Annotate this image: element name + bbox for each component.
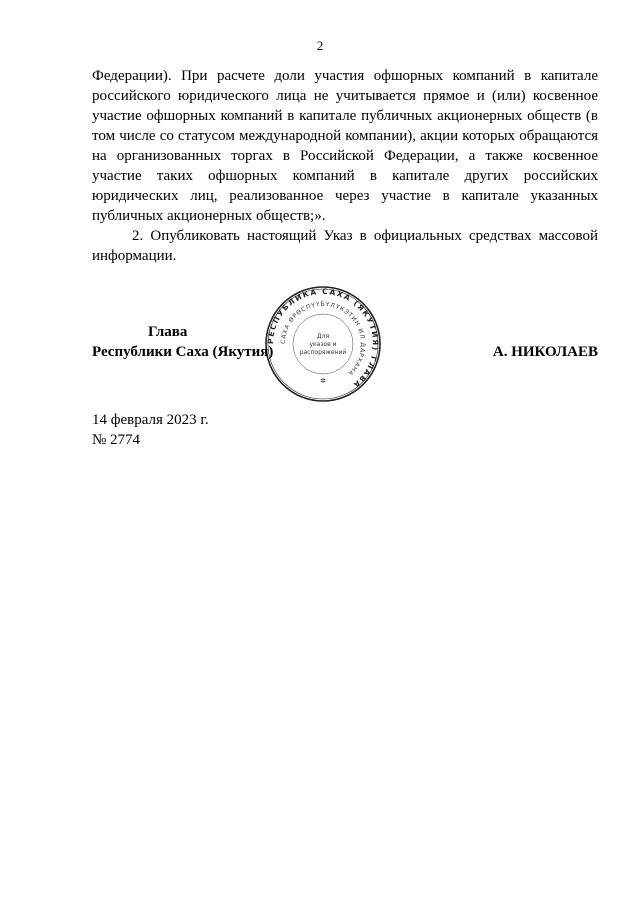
signatory-title-line-1: Глава bbox=[148, 324, 188, 340]
body-paragraph-1: Федерации). При расчете доли участия офшорных компаний в капитале российского юридического лица не учитывается прямое и (или) косвенное участие офшорных компаний в капитале публичных акционерных обществ (в том числе со статусом международной компании), акции которых обращаются на организованных торгах в Российской Федерации, а также косвенное участие таких офшорных компаний в капитале других российских юридических лиц, реализованное через участие в капитале указанных публичных акционерных обществ;». bbox=[92, 68, 598, 224]
seal-center-line-3: распоряжений bbox=[299, 349, 347, 356]
signatory-title bbox=[92, 322, 273, 362]
body-paragraph-2: 2. Опубликовать настоящий Указ в официальных средствах массовой информации. bbox=[92, 228, 598, 264]
seal-outer-text: РЕСПУБЛИКА САХА (ЯКУТИЯ) ГЛАВА bbox=[265, 286, 381, 391]
page-number: 2 bbox=[316, 38, 324, 53]
signatory-name: А. НИКОЛАЕВ bbox=[492, 344, 598, 360]
document-body bbox=[92, 66, 598, 266]
signatory-title-line-2: Республики Саха (Якутия) bbox=[92, 344, 274, 360]
document-date: 14 февраля 2023 г. bbox=[92, 412, 209, 428]
seal-star-icon: ✲ bbox=[320, 377, 326, 385]
official-seal bbox=[264, 285, 382, 403]
document-number: № 2774 bbox=[92, 432, 141, 448]
seal-center-line-1: Для bbox=[316, 333, 330, 340]
seal-inner-text: САХА ӨРӨСПҮҮБҮЛҮКЭТИН ИЛ ДАРХАНА bbox=[279, 300, 367, 377]
seal-center-line-2: указов и bbox=[309, 341, 337, 348]
